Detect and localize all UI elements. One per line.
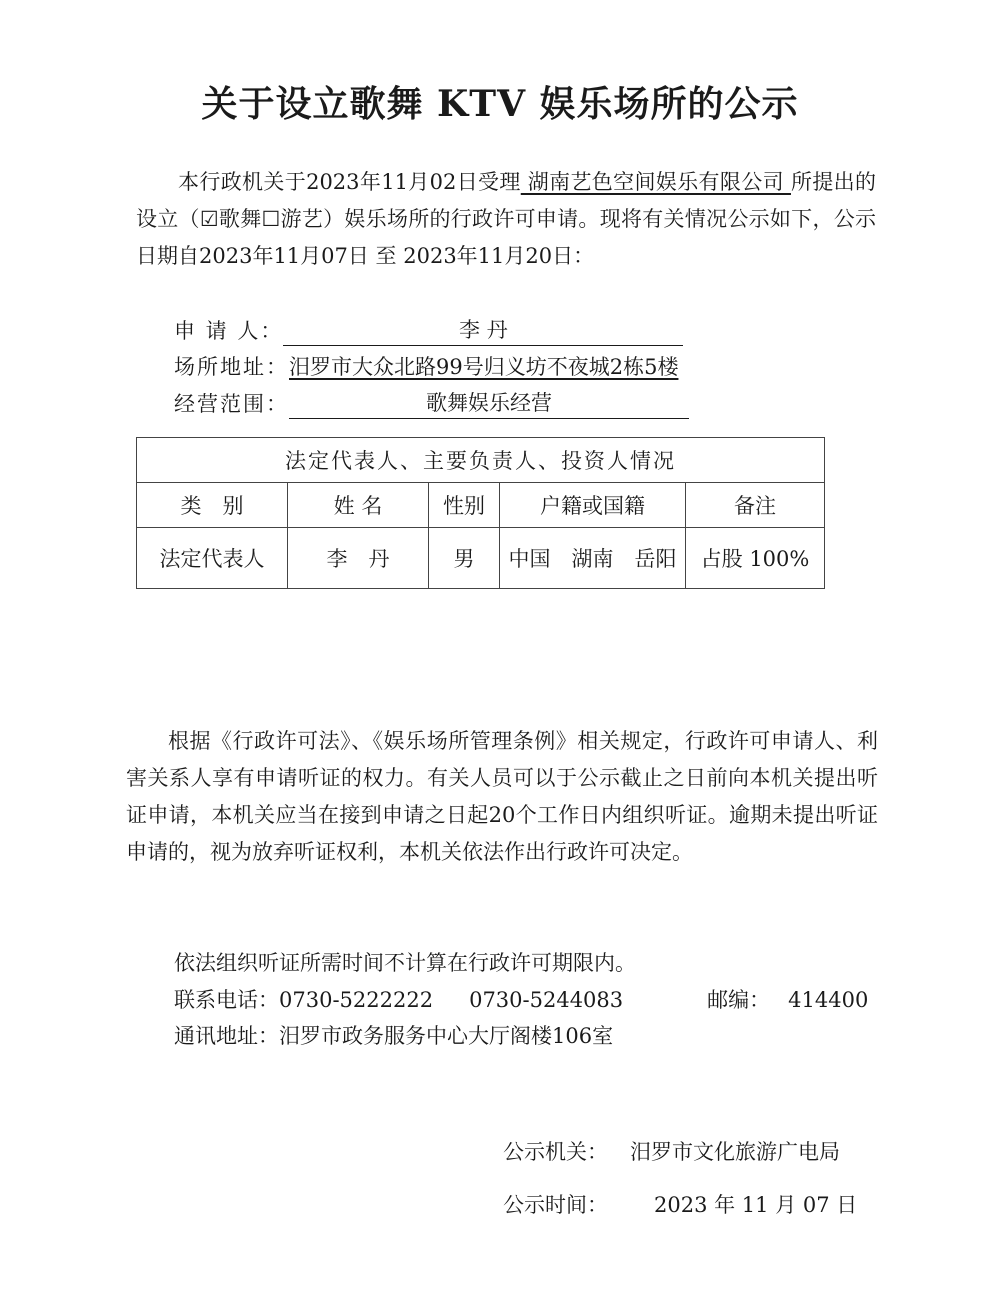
org-label: 公示机关： bbox=[503, 1140, 608, 1164]
intro-text-2: 所提出的设立（☑歌舞☐游艺）娱乐场所的行政许可申请。现将有关情况公示如下，公示日期自2023年11月07日 至 2023年11月20日： bbox=[136, 170, 877, 268]
applicant-label: 申 请 人： bbox=[174, 319, 284, 343]
cell-category: 法定代表人 bbox=[137, 528, 288, 589]
phone-1: 0730-5222222 bbox=[279, 988, 434, 1012]
phone-2: 0730-5244083 bbox=[469, 988, 624, 1012]
hearing-paragraph: 根据《行政许可法》、《娱乐场所管理条例》相关规定，行政许可申请人、利害关系人享有申请听证的权力。有关人员可以于公示截止之日前向本机关提出听证申请，本机关应当在接到申请之日起20个工作日内组织听证。逾期未提出听证申请的，视为放弃听证权利，本机关依法作出行政许可决定。 bbox=[126, 729, 878, 864]
mail-address-label: 通讯地址： bbox=[174, 1024, 279, 1048]
address-label: 场所地址： bbox=[174, 355, 289, 379]
applicant-value: 李 丹 bbox=[283, 315, 683, 346]
applicant-row bbox=[174, 315, 683, 346]
intro-paragraph bbox=[136, 164, 876, 275]
contact-address-row bbox=[174, 1021, 613, 1051]
company-name: 湖南艺色空间娱乐有限公司 bbox=[520, 170, 791, 194]
postcode: 414400 bbox=[788, 988, 869, 1012]
signature-org-row bbox=[503, 1137, 840, 1167]
table-row bbox=[137, 528, 825, 589]
cell-nationality: 中国 湖南 岳阳 bbox=[500, 528, 686, 589]
cell-remark: 占股 100% bbox=[686, 528, 825, 589]
table-caption: 法定代表人、主要负责人、投资人情况 bbox=[137, 438, 825, 483]
time-note: 依法组织听证所需时间不计算在行政许可期限内。 bbox=[174, 951, 636, 975]
mail-address: 汨罗市政务服务中心大厅阁楼106室 bbox=[279, 1024, 614, 1048]
notice-date: 2023 年 11 月 07 日 bbox=[654, 1193, 858, 1217]
contact-phone-row bbox=[174, 985, 868, 1015]
header-gender: 性别 bbox=[429, 483, 500, 528]
header-name: 姓 名 bbox=[288, 483, 429, 528]
signature-date-row bbox=[503, 1190, 857, 1220]
address-row bbox=[174, 352, 678, 382]
header-nationality: 户籍或国籍 bbox=[500, 483, 686, 528]
phone-label: 联系电话： bbox=[174, 988, 279, 1012]
date-label: 公示时间： bbox=[503, 1193, 608, 1217]
personnel-table bbox=[136, 437, 825, 589]
scope-row bbox=[174, 388, 689, 419]
intro-text-1: 本行政机关于2023年11月02日受理 bbox=[178, 170, 521, 194]
address-value: 汨罗市大众北路99号归义坊不夜城2栋5楼 bbox=[289, 355, 679, 379]
postcode-label: 邮编： bbox=[707, 988, 771, 1012]
org-name: 汨罗市文化旅游广电局 bbox=[630, 1140, 840, 1164]
scope-value: 歌舞娱乐经营 bbox=[289, 388, 689, 419]
header-remark: 备注 bbox=[686, 483, 825, 528]
page-title: 关于设立歌舞 KTV 娱乐场所的公示 bbox=[201, 83, 799, 125]
header-category: 类 别 bbox=[137, 483, 288, 528]
cell-name: 李 丹 bbox=[288, 528, 429, 589]
scope-label: 经营范围： bbox=[174, 392, 289, 416]
cell-gender: 男 bbox=[429, 528, 500, 589]
table-header-row bbox=[137, 483, 825, 528]
